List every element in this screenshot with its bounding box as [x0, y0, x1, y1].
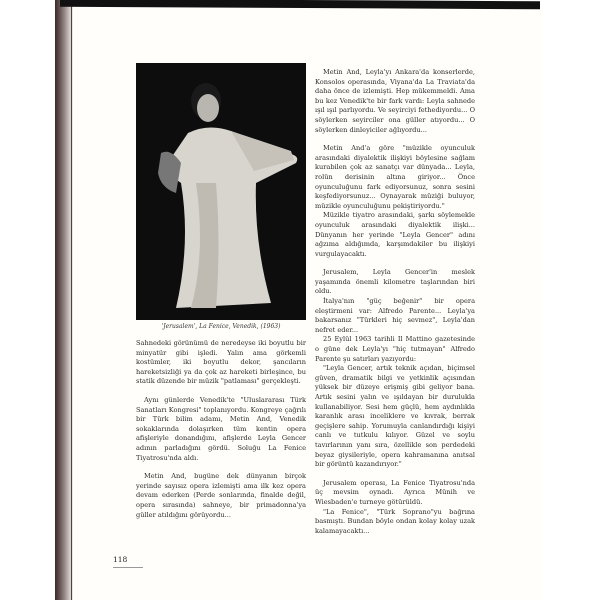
spine-edge — [71, 0, 72, 600]
paragraph: Metin And, Leyla'yı Ankara'da konserlerde, Konsolos operasında, Viyana'da La Traviata'da daha önce de izlemişti. Hep mükemmeldi. Ama bu kez Venedik'te bir fark vardı: Leyla sahnede ışıl ışıl parlıyordu. Ve seyirciyi fethediyordu... O söylerken seyirciler ona güller atıyordu... O söylerken dinleyiciler ağlıyordu... — [315, 68, 475, 134]
paragraph: Metin And'a göre "müzikle oyunculuk arasındaki diyalektik ilişkiyi böylesine sağlam kurabilen çok az sanatçı var dünyada... Leyla, rolün derisinin altına giriyor... Önce oyunculuğunu fark ediyorsunuz, sonra sesini keşfediyorsunuz... Oynayarak müziği buluyor, müzikle oyunculuğunu pekiştiriyordu." — [315, 144, 475, 210]
paragraph: Jerusalem operası, La Fenice Tiyatrosu'nda üç mevsim oynadı. Ayrıca Münih ve Wiesbaden'e turneye götürüldü. — [315, 478, 475, 506]
photo-leyla-gencer — [136, 63, 306, 320]
paragraph: Metin And, bugüne dek dünyanın birçok yerinde sayısız opera izlemişti ama ilk kez opera devam ederken (Perde sonlarında, finalde değil, opera sırasında) sahneye, bir primadonna'ya güller atıldığını görüyordu... — [136, 472, 306, 519]
page-number-rule — [113, 567, 143, 568]
photo-caption: 'Jerusalem', La Fenice, Venedik, (1963) — [161, 323, 281, 330]
paragraph: 25 Eylül 1963 tarihli Il Mattino gazetesinde o güne dek Leyla'yı "hiç tutmayan" Alfredo Parente şu satırları yazıyordu: — [315, 335, 475, 363]
paragraph: Aynı günlerde Venedik'te "Uluslararası Türk Sanatları Kongresi" toplanıyordu. Kongreye çağrılı bir Türk bilim adamı, Metin And, Venedik sokaklarında dolaşırken tüm kentin opera afişleriyle donandığını, afişlerde Leyla Gencer adının parladığını gördü. Soluğu La Fenice Tiyatrosu'nda aldı. — [136, 395, 306, 462]
left-column — [136, 339, 306, 529]
paragraph: İtalya'nın "güç beğenir" bir opera eleştirmeni var: Alfredo Parente... Leyla'ya bakarsanız "Türkleri hiç sevmez", Leyla'dan nefret eder... — [315, 297, 475, 334]
page-number: 118 — [113, 555, 128, 564]
paragraph: Jerusalem, Leyla Gencer'in meslek yaşamında önemli kilometre taşlarından biri oldu. — [315, 268, 475, 296]
paragraph: Sahnedeki görünümü de neredeyse iki boyutlu bir minyatür gibi işledi. Yalın ama görkemli kostümler, iki boyutlu dekor, şancıların hareketsizliği ya da çok az hareketi birleşince, bu statik düzende bir müzik "patlaması" gerçekleşti. — [136, 339, 306, 386]
paragraph: Müzikle tiyatro arasındaki, şarkı söylemekle oyunculuk arasındaki diyalektik ilişki... Dünyanın her yerinde "Leyla Gencer" adını ağzıma aldığımda, karşımdakiler bu ilişkiyi vurgulayacaktı. — [315, 211, 475, 258]
right-column — [315, 68, 475, 545]
paragraph: "Leyla Gencer, artık teknik açıdan, biçimsel güven, dramatik bilgi ve yetkinlik açısından yüksek bir düzeye erişmiş gibi geliyor bana. Artık sesini yalın ve ışıldayan bir durulukla kullanabiliyor. Sesi hem güçlü, hem aydınlıkla karanlık arası inceliklere ve kıvrak, berrak geçişlere sahip. Yorumuyla canlandırdığı kişiyi canlı ve tutkulu kılıyor. Güzel ve soylu tavırlarının yanı sıra, özellikle son perdedeki beyaz giysileriyle, opera kahramanına anıtsal bir görüntü kazandırıyor." — [315, 364, 475, 469]
paragraph: "La Fenice", "Türk Soprano"yu bağrına basmıştı. Bundan böyle ondan kolay kolay uzak kalamayacaktı... — [315, 507, 475, 535]
